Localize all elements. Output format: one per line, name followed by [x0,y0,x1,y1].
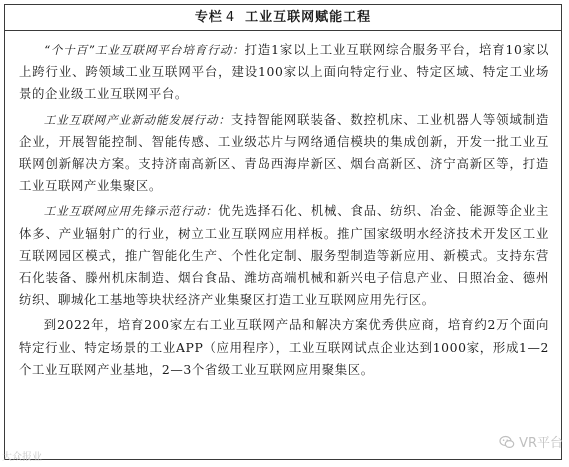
box-title-number: 4 [225,10,236,25]
watermark-right-text: VR平台 [519,436,563,451]
paragraph-platform-cultivation [19,39,549,106]
paragraph-pioneer-demonstration [19,200,549,311]
feature-box [4,4,562,460]
paragraph-body: 打造1家以上工业互联网综合服务平台，培育10家以上跨行业、跨领域工业互联网平台，建设100家以上面向特定行业、特定区域、特定工业场景的企业级工业互联网平台。 [19,42,549,102]
paragraph-body: 优先选择石化、机械、食品、纺织、冶金、能源等企业主体多、产业辐射广的行业，树立工业互联网应用样板。推广国家级明水经济技术开发区工业互联网园区模式，推广智能化生产、个性化定制、服务型制造等新应用、新模式。支持东营石化装备、滕州机床制造、烟台食品、潍坊高端机械和新兴电子信息产业、日照冶金、德州纺织、聊城化工基地等块状经济产业集聚区打造工业互联网应用先行区。 [19,203,549,308]
box-content [19,39,549,384]
box-title [5,5,561,31]
watermark-right [499,432,563,451]
paragraph-body: 支持智能网联装备、数控机床、工业机器人等领域制造企业，开展智能控制、智能传感、工业级芯片与网络通信模块的集成创新，开发一批工业互联网创新解决方案。支持济南高新区、青岛西海岸新区、烟台高新区、济宁高新区等，打造工业互联网产业集聚区。 [19,111,549,194]
paragraph-lead: “个十百”工业互联网平台培育行动： [43,43,245,57]
paragraph-lead: 工业互联网产业新动能发展行动： [43,112,231,127]
watermark-left: 大众报业 [2,452,42,463]
paragraph-lead: 工业互联网应用先锋示范行动： [43,204,219,219]
paragraph-new-momentum [19,109,549,198]
wechat-icon [499,434,515,450]
paragraph-2022-targets [19,314,549,381]
paragraph-body: 到2022年，培育200家左右工业互联网产品和解决方案优秀供应商，培育约2万个面向特定行业、特定场景的工业APP（应用程序），工业互联网试点企业达到1000家，形成1—2个工业互联网产业基地，2—3个省级工业互联网应用聚集区。 [19,317,549,377]
box-title-text: 工业互联网赋能工程 [245,10,372,25]
box-title-prefix: 专栏 [194,10,223,25]
